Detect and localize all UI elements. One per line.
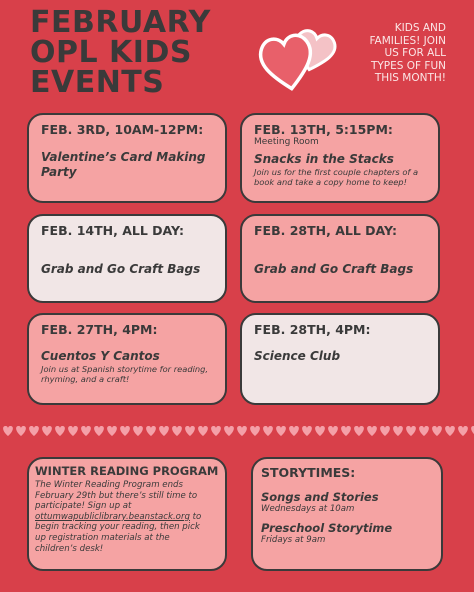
event-card-craft-bags-14 <box>27 214 227 303</box>
heart-icon <box>263 426 273 436</box>
intro-text <box>334 22 446 85</box>
heart-icon <box>406 426 416 436</box>
winter-reading-line: begin tracking your reading, then pick <box>35 522 200 533</box>
storytimes-card <box>251 457 443 571</box>
title-line-1: FEBRUARY <box>30 5 211 40</box>
event-card-craft-bags-28 <box>240 214 440 303</box>
event-name: Grab and Go Craft Bags <box>254 262 414 276</box>
storytime-name: Preschool Storytime <box>261 521 393 535</box>
winter-reading-body <box>35 480 219 554</box>
event-description-line: book and take a copy home to keep! <box>254 177 407 187</box>
heart-icon <box>445 426 455 436</box>
storytimes-title: STORYTIMES: <box>261 465 356 480</box>
event-date: FEB. 13TH, 5:15PM: <box>254 122 393 137</box>
heart-icon <box>289 426 299 436</box>
event-description-line: Join us at Spanish storytime for reading, <box>41 364 209 374</box>
event-date: FEB. 3RD, 10AM-12PM: <box>41 122 204 137</box>
winter-reading-line <box>35 512 219 523</box>
beanstack-link[interactable]: ottumwapubliclibrary.beanstack.org <box>35 511 190 522</box>
event-description-line: rhyming, and a craft! <box>41 374 130 384</box>
heart-icon <box>250 426 260 436</box>
heart-icon <box>3 426 13 436</box>
heart-icon <box>120 426 130 436</box>
winter-reading-line: The Winter Reading Program ends <box>35 480 183 490</box>
winter-reading-line: up registration materials at the <box>35 532 170 543</box>
heart-icon <box>107 426 117 436</box>
event-name: Snacks in the Stacks <box>254 152 394 166</box>
event-name: Grab and Go Craft Bags <box>41 262 201 276</box>
winter-reading-card <box>27 457 227 571</box>
event-description <box>254 167 426 187</box>
heart-icon <box>341 426 351 436</box>
storytime-time: Fridays at 9am <box>261 535 326 545</box>
event-description <box>41 364 213 384</box>
heart-icon <box>159 426 169 436</box>
event-name-line: Valentine’s Card Making <box>41 150 206 164</box>
heart-icon <box>29 426 39 436</box>
intro-line: US FOR ALL <box>384 47 446 59</box>
heart-icon <box>224 426 234 436</box>
event-card-snacks-in-the-stacks <box>240 113 440 203</box>
event-card-science-club <box>240 313 440 405</box>
hearts-illustration-icon <box>238 18 348 103</box>
heart-icon <box>315 426 325 436</box>
heart-icon <box>172 426 182 436</box>
heart-icon <box>354 426 364 436</box>
heart-icon <box>302 426 312 436</box>
event-card-valentines <box>27 113 227 203</box>
intro-line: KIDS AND <box>394 22 446 34</box>
event-date: FEB. 14TH, ALL DAY: <box>41 223 184 238</box>
event-location: Meeting Room <box>254 137 319 147</box>
heart-icon <box>419 426 429 436</box>
winter-reading-line: children’s desk! <box>35 543 104 554</box>
heart-icon <box>432 426 442 436</box>
title-line-2: OPL KIDS <box>30 35 192 70</box>
winter-reading-line: participate! Sign up at <box>35 501 132 512</box>
event-description-line: Join us for the first couple chapters of a <box>254 167 419 177</box>
heart-icon <box>393 426 403 436</box>
heart-icon <box>42 426 52 436</box>
winter-reading-link-suffix: to <box>189 511 202 522</box>
heart-icon <box>68 426 78 436</box>
event-name <box>41 150 213 180</box>
heart-icon <box>211 426 221 436</box>
event-date: FEB. 27TH, 4PM: <box>41 322 158 337</box>
event-card-cuentos-y-cantos <box>27 313 227 405</box>
heart-icon <box>458 426 468 436</box>
event-name-line: Party <box>41 165 77 179</box>
heart-icon <box>94 426 104 436</box>
event-name: Cuentos Y Cantos <box>41 349 160 363</box>
heart-icon <box>198 426 208 436</box>
intro-line: THIS MONTH! <box>374 72 446 84</box>
heart-divider <box>0 424 474 438</box>
storytime-time: Wednesdays at 10am <box>261 504 355 514</box>
event-date: FEB. 28TH, 4PM: <box>254 322 371 337</box>
heart-icon <box>16 426 26 436</box>
heart-icon <box>276 426 286 436</box>
storytime-name: Songs and Stories <box>261 490 379 504</box>
winter-reading-title: WINTER READING PROGRAM <box>35 464 219 478</box>
heart-icon <box>81 426 91 436</box>
intro-line: TYPES OF FUN <box>370 59 446 72</box>
winter-reading-line: February 29th but there’s still time to <box>35 490 198 501</box>
event-date: FEB. 28TH, ALL DAY: <box>254 223 397 238</box>
heart-icon <box>146 426 156 436</box>
event-name: Science Club <box>254 349 341 363</box>
heart-icon <box>133 426 143 436</box>
heart-icon <box>237 426 247 436</box>
heart-icon <box>185 426 195 436</box>
heart-icon <box>380 426 390 436</box>
heart-icon <box>328 426 338 436</box>
intro-line: FAMILIES! JOIN <box>369 34 446 47</box>
heart-icon <box>55 426 65 436</box>
heart-icon <box>367 426 377 436</box>
title-line-3: EVENTS <box>30 65 165 100</box>
